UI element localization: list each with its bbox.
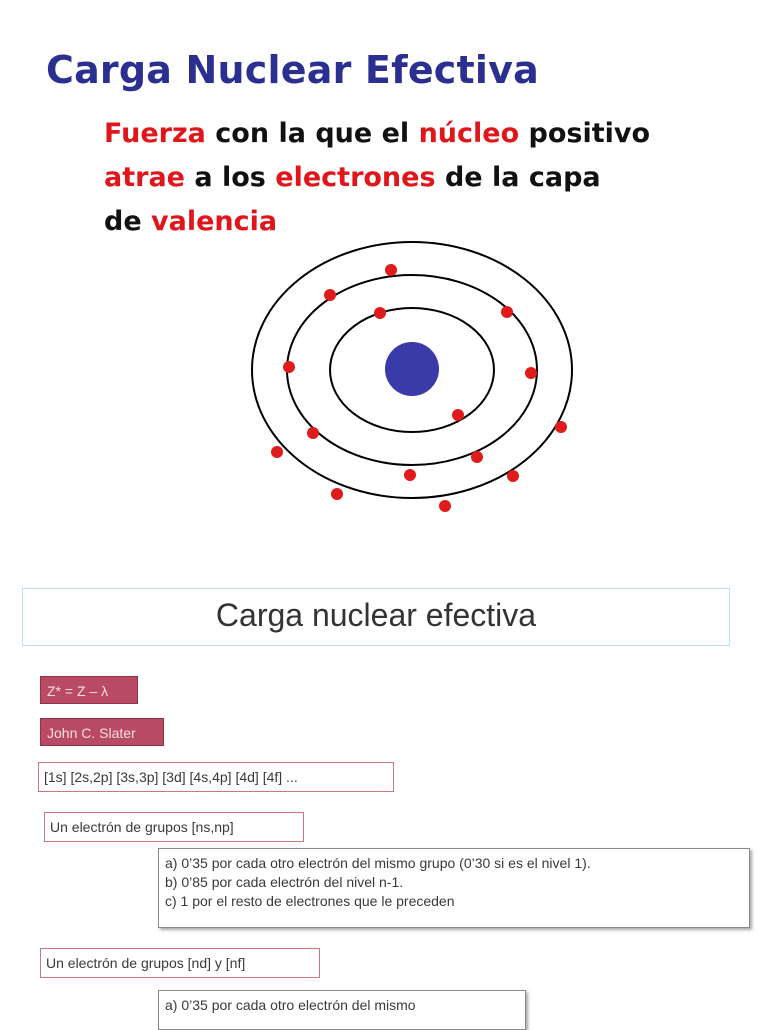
electron xyxy=(525,367,537,379)
definition-line-2 xyxy=(104,156,744,200)
nucleus xyxy=(385,342,439,396)
electron xyxy=(385,264,397,276)
text-segment: de xyxy=(104,206,152,237)
definition-line-1 xyxy=(104,112,744,156)
electron xyxy=(471,451,483,463)
author-tag: John C. Slater xyxy=(40,718,164,746)
electron xyxy=(439,500,451,512)
electron xyxy=(307,427,319,439)
electron xyxy=(271,446,283,458)
case1-rules-box xyxy=(158,848,750,928)
electron xyxy=(404,469,416,481)
keyword-atrae: atrae xyxy=(104,162,185,193)
electron xyxy=(501,306,513,318)
case1-label-box: Un electrón de grupos [ns,np] xyxy=(44,812,304,842)
electron xyxy=(331,488,343,500)
text-segment: con la que el xyxy=(205,118,419,149)
electron xyxy=(507,470,519,482)
text-segment: a los xyxy=(184,162,276,193)
electron xyxy=(374,307,386,319)
case2-rule-a: a) 0’35 por cada otro electrón del mismo xyxy=(165,997,416,1013)
keyword-valencia: valencia xyxy=(151,206,278,237)
case2-label-box: Un electrón de grupos [nd] y [nf] xyxy=(40,948,320,978)
case1-rule-c: c) 1 por el resto de electrones que le preceden xyxy=(165,893,455,909)
groups-box: [1s] [2s,2p] [3s,3p] [3d] [4s,4p] [4d] [4f] ... xyxy=(38,762,394,792)
text-segment: positivo xyxy=(519,118,651,149)
keyword-nucleo: núcleo xyxy=(418,118,520,149)
keyword-electrones: electrones xyxy=(275,162,436,193)
case1-rule-b: b) 0’85 por cada electrón del nivel n-1. xyxy=(165,874,404,890)
electron xyxy=(555,421,567,433)
atom-diagram xyxy=(230,225,590,525)
electron xyxy=(324,289,336,301)
electron xyxy=(283,361,295,373)
formula-tag: Z* = Z – λ xyxy=(40,676,138,704)
slide-title: Carga Nuclear Efectiva xyxy=(46,48,539,92)
slide2-title-box xyxy=(22,588,730,646)
case1-rule-a: a) 0’35 por cada otro electrón del mismo grupo (0’30 si es el nivel 1). xyxy=(165,855,591,871)
text-segment: de la capa xyxy=(435,162,601,193)
slide2-title: Carga nuclear efectiva xyxy=(215,597,537,633)
slide-bottom xyxy=(0,572,768,1024)
case2-rules-box xyxy=(158,990,526,1030)
electron xyxy=(452,409,464,421)
keyword-fuerza: Fuerza xyxy=(104,118,206,149)
